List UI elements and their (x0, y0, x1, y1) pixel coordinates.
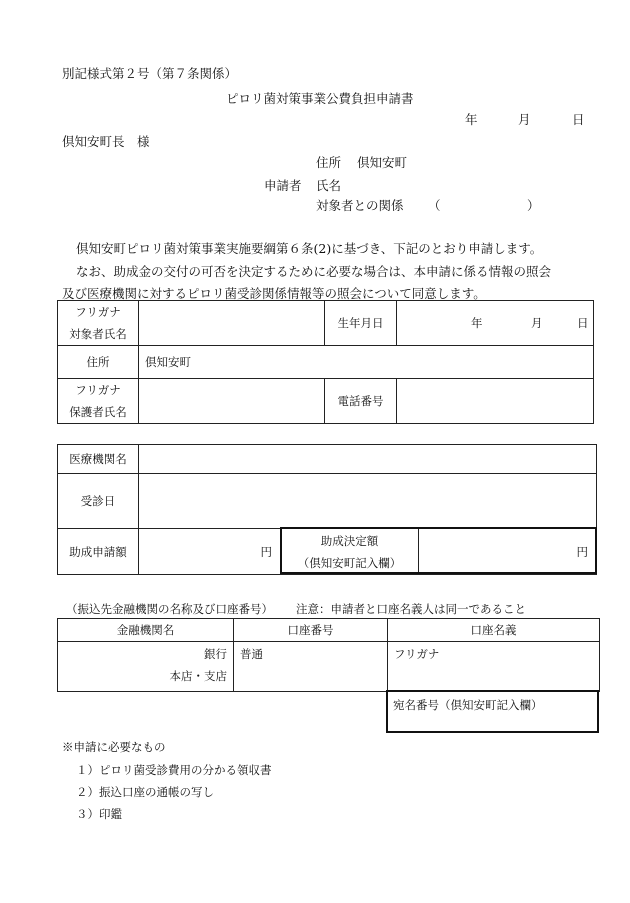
subject-name-label-cell (58, 301, 139, 346)
decided-amount-line2: （倶知安町記入欄） (297, 555, 402, 570)
recipient-number-box[interactable] (386, 690, 599, 733)
addressee: 倶知安町長 様 (62, 134, 150, 149)
requirement-item-1: １）ピロリ菌受診費用の分かる領収書 (76, 763, 272, 777)
birthdate-label: 生年月日 (325, 301, 397, 346)
address-field[interactable] (139, 346, 594, 379)
birth-day-label: 日 (577, 316, 589, 330)
address-prefill: 倶知安町 (145, 355, 191, 369)
relation-label: 対象者との関係 (316, 198, 404, 213)
requested-amount-label: 助成申請額 (58, 529, 139, 575)
account-name-field[interactable] (388, 642, 600, 692)
document-title: ピロリ菌対策事業公費負担申請書 (226, 91, 414, 106)
date-year-label: 年 (465, 112, 478, 127)
applicant-address-label: 住所 (316, 155, 342, 170)
subject-name-field[interactable] (139, 301, 325, 346)
body-line-1: 倶知安町ピロリ菌対策事業実施要綱第６条(2)に基づき、下記のとおり申請します。 (76, 241, 543, 256)
furigana-label: フリガナ (75, 305, 121, 319)
phone-label: 電話番号 (325, 379, 397, 424)
phone-field[interactable] (397, 379, 594, 424)
yen-label-2: 円 (576, 544, 589, 559)
requirements-heading: ※申請に必要なもの (62, 740, 166, 754)
body-line-2: なお、助成金の交付の可否を決定するために必要な場合は、本申請に係る情報の照会 (76, 264, 552, 279)
requested-amount-field[interactable] (139, 529, 281, 575)
relation-open-paren: （ (428, 198, 441, 213)
furigana2-label: フリガナ (75, 383, 121, 397)
guardian-name-label-cell (58, 379, 139, 424)
form-number: 別記様式第２号（第７条関係） (62, 66, 238, 81)
birth-month-label: 月 (531, 316, 543, 330)
medical-institution-field[interactable] (139, 445, 597, 474)
relation-close-paren: ） (527, 198, 540, 213)
requirement-item-3: ３）印鑑 (76, 807, 122, 821)
applicant-label: 申請者 (264, 178, 302, 193)
decided-amount-line1: 助成決定額 (320, 533, 379, 548)
applicant-address-value: 倶知安町 (357, 155, 408, 170)
date-day-label: 日 (572, 112, 585, 127)
visit-date-label: 受診日 (58, 474, 139, 529)
col-institution-header: 金融機関名 (58, 619, 234, 642)
date-month-label: 月 (518, 112, 531, 127)
col-account-name-header: 口座名義 (388, 619, 600, 642)
branch-label: 本店・支店 (169, 669, 227, 683)
yen-label-1: 円 (260, 544, 272, 559)
institution-field[interactable] (58, 642, 234, 692)
medical-institution-label: 医療機関名 (58, 445, 139, 474)
address-label: 住所 (58, 346, 139, 379)
account-number-field[interactable] (234, 642, 388, 692)
guardian-name-field[interactable] (139, 379, 325, 424)
requirement-item-2: ２）振込口座の通帳の写し (76, 785, 214, 799)
recipient-number-label: 宛名番号（倶知安町記入欄） (393, 698, 543, 712)
birth-year-label: 年 (471, 316, 483, 330)
account-type-label: 普通 (240, 647, 263, 661)
account-name-furigana-label: フリガナ (394, 647, 440, 661)
birthdate-field[interactable] (397, 301, 594, 346)
bank-suffix-label: 銀行 (204, 647, 227, 661)
guardian-name-label: 保護者氏名 (69, 405, 127, 419)
bank-table (57, 618, 600, 692)
subject-info-table (57, 300, 594, 424)
subject-name-label: 対象者氏名 (69, 327, 127, 341)
decided-amount-highlight-box (280, 527, 597, 574)
body-line-3: 及び医療機関に対するピロリ菌受診関係情報等の照会について同意します。 (62, 286, 486, 301)
col-account-number-header: 口座番号 (234, 619, 388, 642)
applicant-name-label: 氏名 (316, 178, 342, 193)
bank-note: 注意：申請者と口座名義人は同一であること (296, 602, 526, 616)
bank-section-label: （振込先金融機関の名称及び口座番号） (66, 602, 273, 616)
visit-date-field[interactable] (139, 474, 597, 529)
